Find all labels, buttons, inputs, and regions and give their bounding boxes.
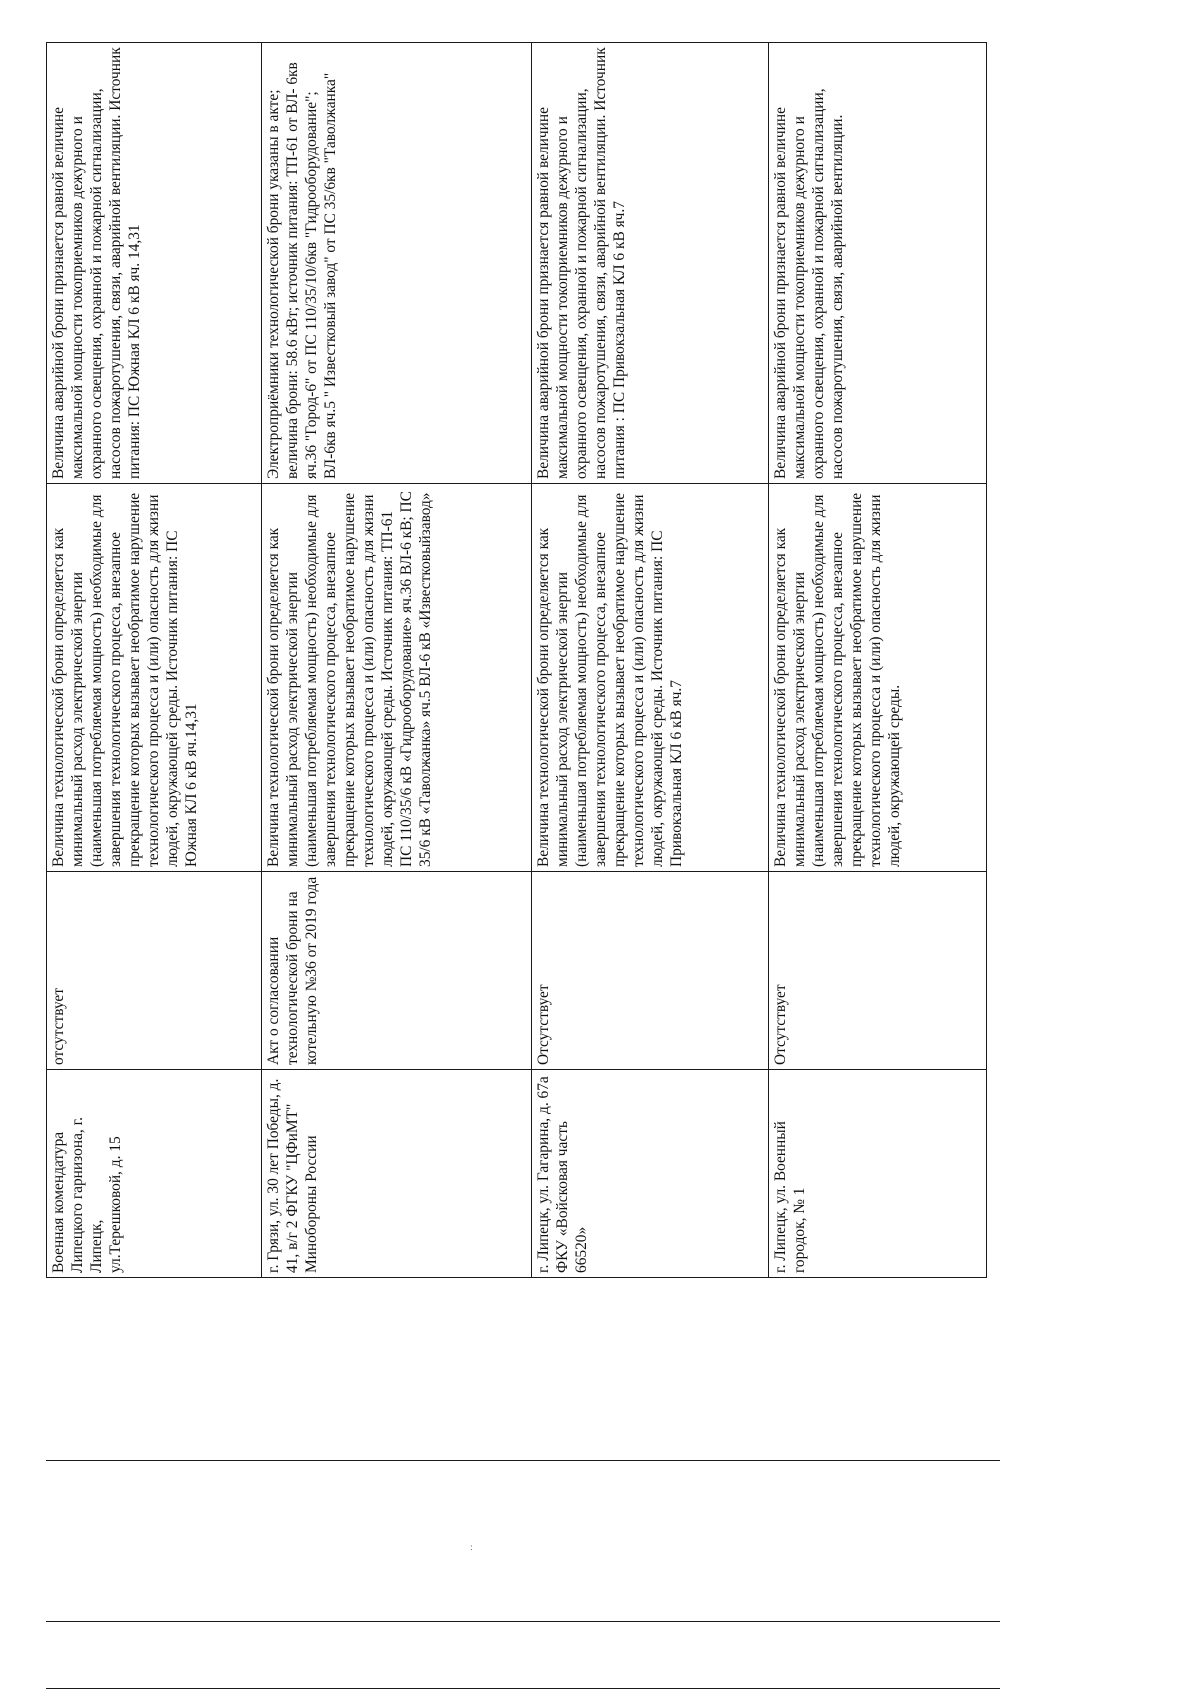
act-text: отсутствует [50,988,67,1065]
object-cell [769,1070,987,1278]
act-cell [532,872,769,1070]
act-cell [769,872,987,1070]
tech-reserve-cell [769,484,987,872]
object-text: г. Липецк, ул. Гагарина, д. 67а ФКУ «Войсковая часть 66520» [535,1076,590,1273]
act-cell [47,872,262,1070]
object-cell [47,1070,262,1278]
reserve-table [46,42,987,1278]
rule-line-3 [46,1688,1000,1689]
object-cell [262,1070,532,1278]
tech-reserve-text: Величина технологической брони определяется как минимальный расход электрической энергии (наименьшая потребляемая мощность) необходимые для завершения технологического процесса, внезапное прекращение которых вызывает необратимое нарушение технологического процесса и (или) опасность для жизни людей, окружающей среды. Источник питания: ПС Привокзальная КЛ 6 кВ яч.7 [535,489,685,867]
act-text: Отсутствует [772,984,789,1065]
emergency-reserve-cell [769,43,987,484]
object-text: Военная комендатура Липецкого гарнизона, г. Липецк, ул.Терешковой, д. 15 [50,1116,124,1273]
rule-line-1 [46,1460,1000,1461]
rule-line-2 [46,1621,1000,1622]
table-row [262,43,532,1278]
table-row [532,43,769,1278]
act-cell [262,872,532,1070]
emergency-reserve-text: Электроприёмники технологической брони указаны в акте; величина брони: 58.6 кВт; источник питания: ТП-61 от ВЛ- 6кв яч.36 "Город-6" от ПС 110/35/10/6кв "Гидрооборудование"; ВЛ-6кв яч.5 " Известковый завод" от ПС 35/6кв "Таволжанка" [265,58,339,479]
object-cell [532,1070,769,1278]
emergency-reserve-text: Величина аварийной брони признается равной величине максимальной мощности токоприемников дежурного и охранного освещения, охранной и пожарной сигнализации, насосов пожаротушения, связи, аварийной вентиляции. Источник питания : ПС Привокзальная КЛ 6 кВ яч.7 [535,43,628,479]
emergency-reserve-cell [47,43,262,484]
act-text: Отсутствует [535,984,552,1065]
rotated-table-container [46,43,986,1278]
tech-reserve-cell [262,484,532,872]
emergency-reserve-text: Величина аварийной брони признается равной величине максимальной мощности токоприемников дежурного и охранного освещения, охранной и пожарной сигнализации, насосов пожаротушения, связи, аварийной вентиляции. [772,84,846,479]
tech-reserve-text: Величина технологической брони определяется как минимальный расход электрической энергии (наименьшая потребляемая мощность) необходимые для завершения технологического процесса, внезапное прекращение которых вызывает необратимое нарушение технологического процесса и (или) опасность для жизни людей, окружающей среды. Источник питания: ПС Южная КЛ 6 кВ яч.14,31 [50,489,200,867]
emergency-reserve-cell [532,43,769,484]
emergency-reserve-text: Величина аварийной брони признается равной величине максимальной мощности токоприемников дежурного и охранного освещения, охранной и пожарной сигнализации, насосов пожаротушения, связи, аварийной вентиляции. Источник питания: ПС Южная КЛ 6 кВ яч. 14,31 [50,43,143,479]
scan-speck-mark [470,1545,473,1551]
tech-reserve-text: Величина технологической брони определяется как минимальный расход электрической энергии (наименьшая потребляемая мощность) необходимые для завершения технологического процесса, внезапное прекращение которых вызывает необратимое нарушение технологического процесса и (или) опасность для жизни людей, окружающей среды. [772,489,903,867]
tech-reserve-cell [47,484,262,872]
tech-reserve-text: Величина технологической брони определяется как минимальный расход электрической энергии (наименьшая потребляемая мощность) необходимые для завершения технологического процесса, внезапное прекращение которых вызывает необратимое нарушение технологического процесса и (или) опасность для жизни людей, окружающей среды. Источник питания: ТП-61 ПС 110/35/6 кВ «Гидрооборудование» яч.36 ВЛ-6 кВ; ПС 35/6 кВ «Таволжанка» яч.5 ВЛ-6 кВ «Известковыйзавод» [265,487,434,867]
emergency-reserve-cell [262,43,532,484]
act-text: Акт о согласовании технологической брони на котельную №36 от 2019 года [265,876,320,1065]
tech-reserve-cell [532,484,769,872]
object-text: г. Грязи, ул. 30 лет Победы, д. 41, в/г 2 ФГКУ "ЦФиМТ" Минобороны России [265,1074,320,1273]
object-text: г. Липецк, ул. Военный городок, № 1 [772,1117,808,1273]
table-row [47,43,262,1278]
table-row [769,43,987,1278]
